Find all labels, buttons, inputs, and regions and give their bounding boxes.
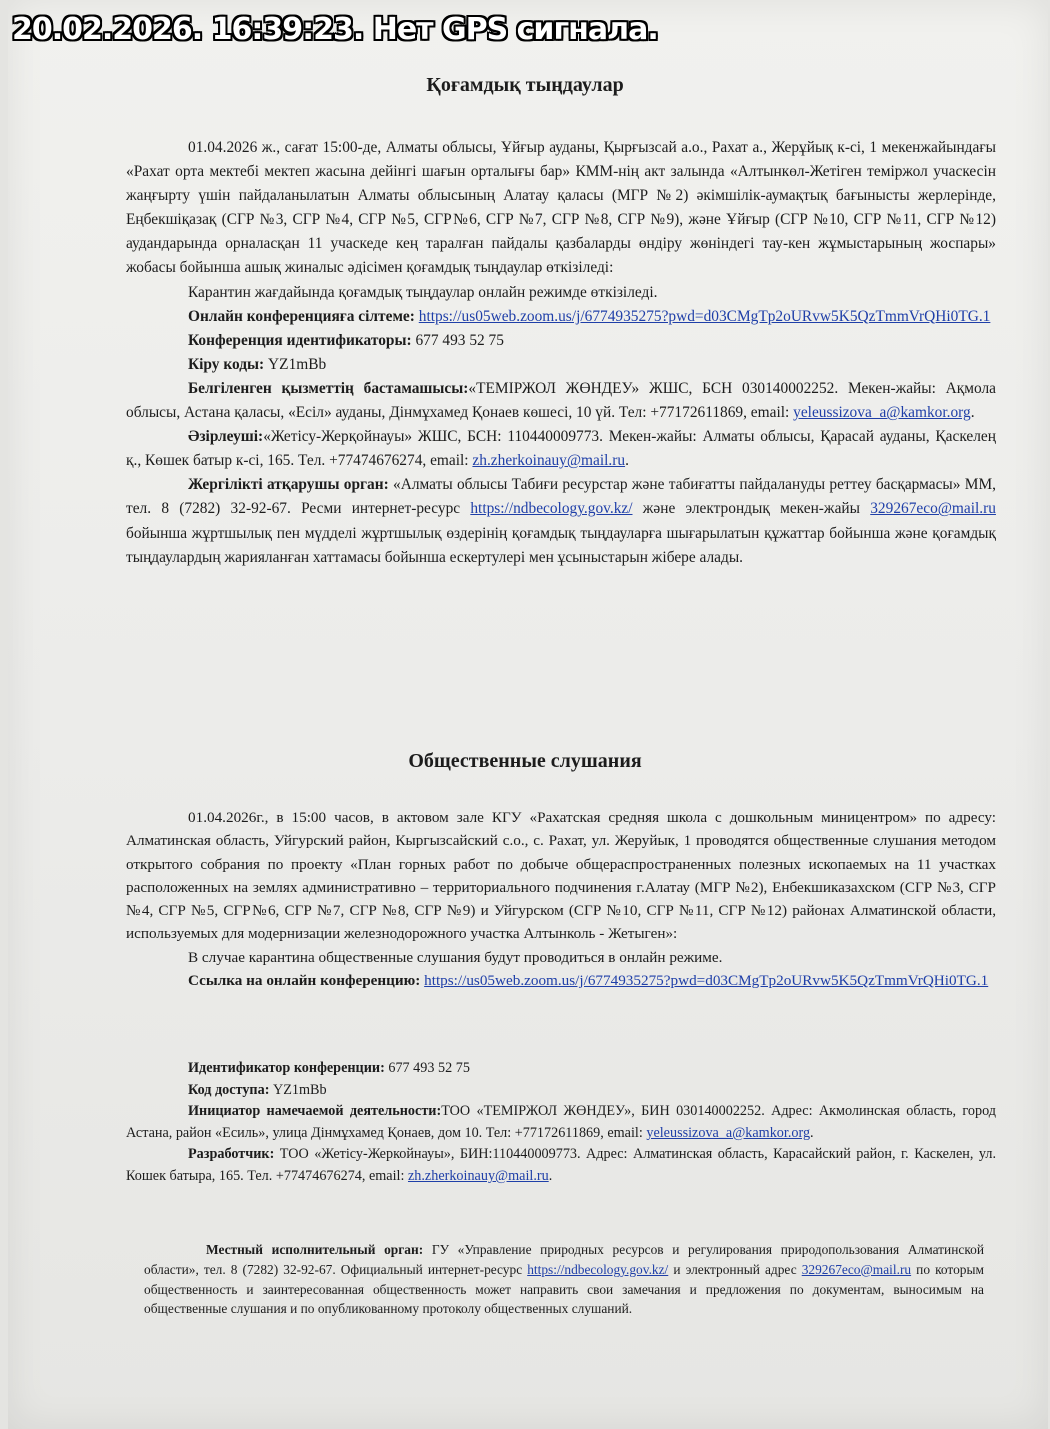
ru-initiator-text: ТОО «ТЕМІРЖОЛ ЖӨНДЕУ», БИН 030140002252. Адрес: Акмолинская область, город Астана, район «Есиль», улица Дінмұхамед Қонаев, дом 10. Тел: +77172611869, email: bbox=[126, 1103, 996, 1141]
kz-initiator-label: Белгіленген қызметтің бастамашысы: bbox=[188, 379, 469, 397]
ru-intro: 01.04.2026г., в 15:00 часов, в актовом зале КГУ «Рахатская средняя школа с дошкольным миницентром» по адресу: Алматинская область, Уйгурский район, Кыргызсайский с.о., с. Рахат, ул. Жеруйык, 1 проводятся общественные слушания методом открытого собрания по проекту «План горных работ по добыче общераспространенных полезных ископаемых на 11 участках расположенных на землях административно – территориального подчинения г.Алатау (МГР №2), Енбекшиказахском (СГР №3, СГР №4, СГР №5, СГР№6, СГР №7, СГР №8, СГР №9) и Уйгурском (СГР №10, СГР №11, СГР №12) районах Алматинской области, используемых для модернизации железнодорожного участка Алтынколь - Жетыген»: bbox=[126, 809, 996, 943]
kz-quarantine: Карантин жағдайында қоғамдық тыңдаулар онлайн режимде өткізіледі. bbox=[188, 283, 658, 301]
ru-developer-email[interactable]: zh.zherkoinauy@mail.ru bbox=[407, 1167, 549, 1184]
ru-quarantine: В случае карантина общественные слушания будут проводиться в онлайн режиме. bbox=[188, 948, 723, 966]
ru-local-text-2: и электронный адрес bbox=[673, 1261, 797, 1277]
ru-local-authority bbox=[144, 1240, 984, 1319]
ru-access-code: YZ1mBb bbox=[272, 1081, 327, 1098]
ru-conf-link-label: Ссылка на онлайн конференцию: bbox=[188, 972, 421, 990]
camera-timestamp-overlay: 20.02.2026. 16:39:23. Нет GPS сигнала. bbox=[12, 12, 658, 47]
ru-local-text-1: ГУ «Управление природных ресурсов и регулирования природопользования Алматинской области», тел. 8 (7282) 32-92-67. Официальный интернет-ресурс bbox=[144, 1242, 984, 1277]
ru-access-row bbox=[126, 1080, 996, 1102]
kz-local-text-1: «Алматы облысы Табиғи ресурстар және табиғатты пайдалануды реттеу басқармасы» ММ, тел. 8 (7282) 32-92-67. Ресми интернет-ресурс bbox=[126, 476, 996, 518]
kz-local-text-3: бойынша жұртшылық пен мүдделі жұртшылық өздерінің қоғамдық тыңдауларға шығарылатын құжаттар бойынша және қоғамдық тыңдаулардың жарияланған хаттамасы бойынша ескертулері мен ұсыныстарын жібере алады. bbox=[126, 524, 996, 566]
kz-developer: Әзірлеуші:«Жетісу-Жерқойнауы» ЖШС, БСН: 110440009773. Мекен-жайы: Алматы облысы, Қарасай ауданы, Қаскелең қ., Көшек батыр к-сі, 165. Тел. +77474676274, email: zh.zherkoinauy@mail.ru. bbox=[126, 428, 996, 470]
ru-title: Общественные слушания bbox=[408, 750, 642, 772]
ru-conf-id-row bbox=[126, 1058, 996, 1080]
kz-conf-id: 677 493 52 75 bbox=[415, 331, 504, 349]
kz-intro: 01.04.2026 ж., сағат 15:00-де, Алматы облысы, Ұйғыр ауданы, Қырғызсай а.о., Рахат а., Жерұйық к-сі, 1 мекенжайындағы «Рахат орта мектебі мектеп жасына дейінгі шағын орталығы бар» КММ-нің акт залында «Алтынкөл-Жетіген теміржол учаскесін жаңғырту үшін пайдаланылатын Алматы облысының Алатау қаласы (МГР №2) әкімшілік-аумақтық бағынысты жерлерінде, Еңбекшіқазақ (СГР №3, СГР №4, СГР №5, СГР№6, СГР №7, СГР №8, СГР №9), және Ұйғыр (СГР №10, СГР №11, СГР №12) аудандарында орналасқан 11 учаскеде кең таралған пайдалы қазбаларды өндіру жөніндегі тау-кен жұмыстарының жоспары» жобасы бойынша ашық жиналыс әдісімен қоғамдық тыңдаулар өткізіледі: bbox=[126, 139, 996, 277]
ru-section bbox=[126, 806, 996, 992]
ru-conf-link[interactable]: https://us05web.zoom.us/j/6774935275?pwd=d03CMgTp2oURvw5K5QzTmmVrQHi0TG.1 bbox=[424, 972, 989, 990]
kz-initiator: Белгіленген қызметтің бастамашысы:«ТЕМІРЖОЛ ЖӨНДЕУ» ЖШС, БСН 030140002252. Мекен-жайы: Ақмола облысы, Астана қаласы, «Есіл» ауданы, Дінмұхамед Қонаев көшесі, 10 үй. Тел: +77172611869, email: yeleussizova_a@kamkor.org. bbox=[126, 379, 996, 422]
kz-developer-label: Әзірлеуші: bbox=[188, 428, 264, 446]
kz-developer-text: «Жетісу-Жерқойнауы» ЖШС, БСН: 110440009773. Мекен-жайы: Алматы облысы, Қарасай ауданы, Қаскелең қ., Көшек батыр к-сі, 165. Тел. +77474676274, email: bbox=[126, 428, 996, 470]
ru-initiator-email[interactable]: yeleussizova_a@kamkor.org bbox=[646, 1124, 811, 1141]
kz-local-authority bbox=[126, 473, 996, 569]
ru-section-details bbox=[126, 1058, 996, 1188]
kz-conf-link[interactable]: https://us05web.zoom.us/j/6774935275?pwd=d03CMgTp2oURvw5K5QzTmmVrQHi0TG.1 bbox=[418, 307, 991, 325]
kz-access-label: Кіру коды: bbox=[188, 355, 265, 373]
ru-local-site[interactable]: https://ndbecology.gov.kz/ bbox=[527, 1261, 669, 1277]
kz-access-row bbox=[126, 353, 996, 377]
ru-conf-id-label: Идентификатор конференции: bbox=[188, 1060, 385, 1076]
ru-developer: Разработчик: ТОО «Жетісу-Жеркойнауы», БИН:110440009773. Адрес: Алматинская область, Карасайский район, г. Каскелен, ул. Кошек батыра, 165. Тел. +77474676274, email: zh.zherkoinauy@mail.ru. bbox=[126, 1146, 997, 1184]
ru-local-text-3: по которым общественность и заинтересованная общественность может направить свои замечания и предложения по документам, выносимым на общественные слушания и по опубликованному протоколу общественных слушаний. bbox=[144, 1261, 984, 1317]
kz-access-code: YZ1mBb bbox=[268, 355, 327, 373]
kz-conf-link-label: Онлайн конференцияға сілтеме: bbox=[188, 307, 415, 325]
kz-initiator-text: «ТЕМІРЖОЛ ЖӨНДЕУ» ЖШС, БСН 030140002252. Мекен-жайы: Ақмола облысы, Астана қаласы, «Есіл» ауданы, Дінмұхамед Қонаев көшесі, 10 үй. Тел: +77172611869, email: bbox=[126, 379, 996, 422]
kz-conf-link-row bbox=[126, 305, 996, 329]
ru-developer-label: Разработчик: bbox=[188, 1146, 275, 1163]
kz-initiator-email[interactable]: yeleussizova_a@kamkor.org bbox=[793, 404, 971, 422]
ru-local-block bbox=[144, 1240, 984, 1319]
kz-conf-id-row bbox=[126, 329, 996, 353]
kz-local-site[interactable]: https://ndbecology.gov.kz/ bbox=[470, 500, 633, 518]
ru-conf-link-row bbox=[126, 969, 996, 992]
ru-conf-id: 677 493 52 75 bbox=[388, 1060, 470, 1076]
kz-developer-email[interactable]: zh.zherkoinauy@mail.ru bbox=[472, 452, 626, 470]
ru-initiator: Инициатор намечаемой деятельности:ТОО «ТЕМІРЖОЛ ЖӨНДЕУ», БИН 030140002252. Адрес: Акмолинская область, город Астана, район «Есиль», улица Дінмұхамед Қонаев, дом 10. Тел: +77172611869, email: yeleussizova_a@kamkor.org. bbox=[126, 1103, 996, 1141]
kz-local-email[interactable]: 329267eco@mail.ru bbox=[870, 500, 996, 518]
ru-initiator-label: Инициатор намечаемой деятельности: bbox=[188, 1103, 442, 1120]
kz-local-label: Жергілікті атқарушы орган: bbox=[188, 476, 389, 494]
ru-access-label: Код доступа: bbox=[188, 1081, 270, 1098]
ru-developer-text: ТОО «Жетісу-Жеркойнауы», БИН:110440009773. Адрес: Алматинская область, Карасайский район, г. Каскелен, ул. Кошек батыра, 165. Тел. +77474676274, email: bbox=[126, 1146, 997, 1184]
ru-local-label: Местный исполнительный орган: bbox=[206, 1242, 424, 1257]
kz-conf-id-label: Конференция идентификаторы: bbox=[188, 331, 412, 349]
kz-local-text-2: және электрондық мекен-жайы bbox=[642, 500, 860, 518]
kz-title: Қоғамдық тыңдаулар bbox=[426, 74, 624, 96]
ru-local-email[interactable]: 329267eco@mail.ru bbox=[801, 1261, 912, 1277]
kz-section bbox=[126, 136, 996, 570]
